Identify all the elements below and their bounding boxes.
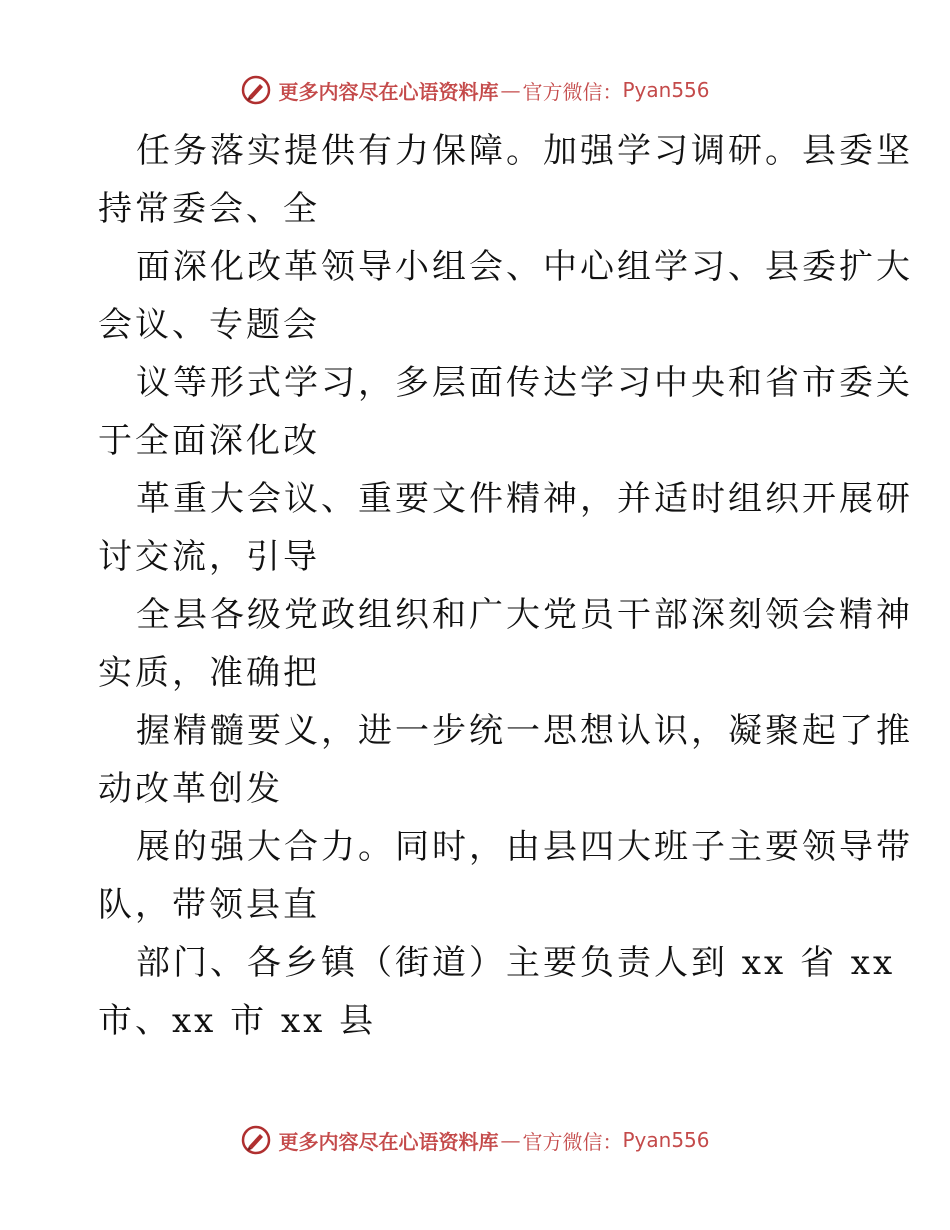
paragraph-line: 任务落实提供有力保障。加强学习调研。县委坚 <box>136 131 913 171</box>
paragraph-line: 握精髓要义，进一步统一思想认识，凝聚起了推 <box>136 711 913 751</box>
pen-logo-icon <box>240 74 272 106</box>
paragraph <box>98 470 913 586</box>
paragraph <box>98 122 913 238</box>
paragraph <box>98 354 913 470</box>
footer-brand-text: 更多内容尽在心语资料库 <box>278 1129 499 1154</box>
paragraph <box>98 818 913 934</box>
paragraph-line: 革重大会议、重要文件精神，并适时组织开展研 <box>136 479 913 519</box>
paragraph-line: 部门、各乡镇（街道）主要负责人到 xx 省 xx <box>136 943 896 983</box>
paragraph <box>98 702 913 818</box>
footer-dash: — <box>500 1128 521 1152</box>
paragraph <box>98 934 896 1050</box>
paragraph-line: 于全面深化改 <box>98 421 320 461</box>
header-brand-text: 更多内容尽在心语资料库 <box>278 79 499 104</box>
paragraph-line: 展的强大合力。同时，由县四大班子主要领导带 <box>136 827 913 867</box>
pen-logo-icon <box>240 1124 272 1156</box>
header-dash: — <box>500 78 521 102</box>
paragraph <box>98 238 913 354</box>
paragraph <box>98 586 913 702</box>
footer-watermark <box>0 1120 950 1160</box>
header-official-label: 官方微信： <box>522 79 623 104</box>
paragraph-line: 队，带领县直 <box>98 885 320 925</box>
footer-official-label: 官方微信： <box>522 1129 623 1154</box>
paragraph-line: 市、xx 市 xx 县 <box>98 1001 377 1041</box>
footer-account-id: Pyan556 <box>622 1128 710 1152</box>
document-body <box>98 122 913 1050</box>
paragraph-line: 全县各级党政组织和广大党员干部深刻领会精神 <box>136 595 913 635</box>
paragraph-line: 实质，准确把 <box>98 653 320 693</box>
header-watermark <box>0 70 950 110</box>
header-account-id: Pyan556 <box>622 78 710 102</box>
paragraph-line: 会议、专题会 <box>98 305 320 345</box>
paragraph-line: 议等形式学习，多层面传达学习中央和省市委关 <box>136 363 913 403</box>
paragraph-line: 讨交流，引导 <box>98 537 320 577</box>
paragraph-line: 动改革创发 <box>98 769 283 809</box>
paragraph-line: 持常委会、全 <box>98 189 320 229</box>
paragraph-line: 面深化改革领导小组会、中心组学习、县委扩大 <box>136 247 913 287</box>
